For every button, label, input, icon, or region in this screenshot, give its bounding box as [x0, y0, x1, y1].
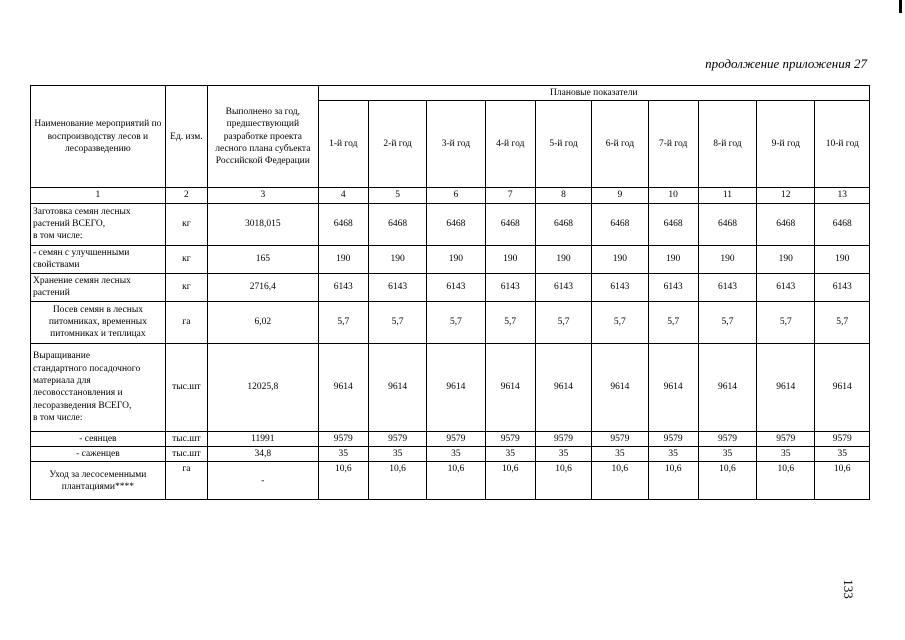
row-plan-value: 9579: [368, 431, 426, 446]
row-plan-value: 6143: [535, 273, 591, 301]
row-plan-value: 6468: [815, 203, 870, 245]
table-row: [31, 462, 870, 500]
table-row: [31, 245, 870, 273]
row-unit: кг: [165, 245, 207, 273]
row-name: [31, 431, 166, 446]
row-previous-value: 165: [208, 245, 319, 273]
row-previous-value: 12025,8: [208, 343, 319, 431]
column-number: 8: [535, 188, 591, 203]
header-year: 3-й год: [427, 101, 485, 188]
row-name-line: материала для: [33, 375, 91, 386]
row-plan-value: 9614: [592, 343, 648, 431]
row-plan-value: 190: [368, 245, 426, 273]
row-name: [31, 462, 166, 500]
row-plan-value: 35: [815, 447, 870, 462]
row-plan-value: 6468: [485, 203, 535, 245]
row-plan-value: 5,7: [318, 301, 368, 343]
row-unit: кг: [165, 273, 207, 301]
row-plan-value: 5,7: [815, 301, 870, 343]
row-plan-value: 9579: [427, 431, 485, 446]
row-plan-value: 6468: [757, 203, 815, 245]
row-plan-value: 6468: [368, 203, 426, 245]
header-year: 9-й год: [757, 101, 815, 188]
row-name-line: Заготовка семян лесных: [33, 206, 131, 217]
column-number: 4: [318, 188, 368, 203]
row-plan-value: 5,7: [427, 301, 485, 343]
row-plan-value: 9614: [485, 343, 535, 431]
table-row: [31, 431, 870, 446]
row-plan-value: 6143: [815, 273, 870, 301]
row-previous-value: 6,02: [208, 301, 319, 343]
row-plan-value: 9579: [815, 431, 870, 446]
row-previous-value: 11991: [208, 431, 319, 446]
row-unit: тыс.шт: [165, 447, 207, 462]
row-plan-value: 6468: [648, 203, 698, 245]
row-name-line: в том числе:: [33, 412, 83, 423]
row-plan-value: 6143: [698, 273, 756, 301]
column-number: 12: [757, 188, 815, 203]
row-plan-value: 6468: [592, 203, 648, 245]
row-plan-value: 5,7: [485, 301, 535, 343]
row-plan-value: 9614: [427, 343, 485, 431]
row-name: [31, 203, 166, 245]
row-plan-value: 10,6: [648, 462, 698, 500]
row-plan-value: 9579: [318, 431, 368, 446]
row-name: [31, 301, 166, 343]
row-plan-value: 35: [648, 447, 698, 462]
row-plan-value: 190: [698, 245, 756, 273]
row-unit: га: [165, 301, 207, 343]
row-plan-value: 190: [592, 245, 648, 273]
row-plan-value: 6468: [535, 203, 591, 245]
row-plan-value: 5,7: [368, 301, 426, 343]
table-row: [31, 447, 870, 462]
column-number: 3: [208, 188, 319, 203]
table-row: [31, 301, 870, 343]
row-unit: кг: [165, 203, 207, 245]
row-plan-value: 35: [318, 447, 368, 462]
row-plan-value: 9579: [648, 431, 698, 446]
row-plan-value: 5,7: [535, 301, 591, 343]
row-previous-value: 34,8: [208, 447, 319, 462]
row-plan-value: 9614: [368, 343, 426, 431]
row-name-line: лесовосстановления и: [33, 388, 123, 399]
row-name: [31, 245, 166, 273]
table-row: [31, 273, 870, 301]
row-name-line: - сеянцев: [79, 433, 117, 444]
header-year: 4-й год: [485, 101, 535, 188]
row-name: [31, 273, 166, 301]
row-plan-value: 10,6: [592, 462, 648, 500]
row-plan-value: 6143: [648, 273, 698, 301]
table-body: [31, 188, 870, 500]
row-name-line: питомниках и теплицах: [50, 329, 146, 340]
row-plan-value: 35: [368, 447, 426, 462]
row-plan-value: 5,7: [648, 301, 698, 343]
row-plan-value: 6468: [698, 203, 756, 245]
row-previous-value: 3018,015: [208, 203, 319, 245]
column-number: 10: [648, 188, 698, 203]
row-previous-value: 2716,4: [208, 273, 319, 301]
header-year: 5-й год: [535, 101, 591, 188]
row-name-line: растений: [33, 288, 70, 299]
row-name-line: - семян с улучшенными: [33, 247, 130, 258]
row-plan-value: 10,6: [368, 462, 426, 500]
row-plan-value: 9579: [698, 431, 756, 446]
row-plan-value: 10,6: [318, 462, 368, 500]
row-plan-value: 190: [535, 245, 591, 273]
row-plan-value: 190: [757, 245, 815, 273]
row-unit: га: [165, 462, 207, 500]
header-year: 7-й год: [648, 101, 698, 188]
row-name-line: - саженцев: [76, 449, 120, 460]
row-plan-value: 6143: [592, 273, 648, 301]
row-plan-value: 6143: [368, 273, 426, 301]
header-unit: Ед. изм.: [165, 86, 207, 188]
column-number: 7: [485, 188, 535, 203]
row-plan-value: 35: [485, 447, 535, 462]
row-plan-value: 35: [698, 447, 756, 462]
header-year: 8-й год: [698, 101, 756, 188]
row-unit: тыс.шт: [165, 431, 207, 446]
row-name-line: Уход за лесосеменными: [49, 469, 147, 480]
row-plan-value: 9614: [535, 343, 591, 431]
row-plan-value: 10,6: [535, 462, 591, 500]
column-number: 11: [698, 188, 756, 203]
row-name-line: Выращивание: [33, 351, 91, 362]
row-plan-value: 9614: [318, 343, 368, 431]
row-previous-value: -: [208, 462, 319, 500]
header-name: Наименование мероприятий по воспроизводству лесов и лесоразведению: [31, 86, 166, 188]
row-plan-value: 9614: [698, 343, 756, 431]
column-number: 13: [815, 188, 870, 203]
row-plan-value: 9579: [535, 431, 591, 446]
row-unit: тыс.шт: [165, 343, 207, 431]
row-plan-value: 6143: [427, 273, 485, 301]
column-number-row: [31, 188, 870, 203]
row-name-line: Хранение семян лесных: [33, 275, 131, 286]
column-number: 1: [31, 188, 166, 203]
row-plan-value: 9579: [592, 431, 648, 446]
row-plan-value: 6143: [485, 273, 535, 301]
header-previous: Выполнено за год, предшествующий разработке проекта лесного плана субъекта Российской Федерации: [208, 86, 319, 188]
row-plan-value: 9614: [648, 343, 698, 431]
row-name-line: в том числе:: [33, 231, 83, 242]
plan-table: [30, 85, 870, 500]
continuation-label: продолжение приложения 27: [705, 56, 867, 71]
column-number: 9: [592, 188, 648, 203]
header-year: 1-й год: [318, 101, 368, 188]
page-number: 133: [840, 579, 856, 599]
row-plan-value: 35: [592, 447, 648, 462]
row-plan-value: 9614: [815, 343, 870, 431]
row-name-line: стандартного посадочного: [33, 363, 141, 374]
row-name: [31, 343, 166, 431]
row-plan-value: 10,6: [698, 462, 756, 500]
column-number: 5: [368, 188, 426, 203]
row-plan-value: 35: [757, 447, 815, 462]
header-year: 2-й год: [368, 101, 426, 188]
column-number: 2: [165, 188, 207, 203]
row-name: [31, 447, 166, 462]
row-plan-value: 35: [427, 447, 485, 462]
row-plan-value: 6468: [427, 203, 485, 245]
row-plan-value: 190: [318, 245, 368, 273]
header-year: 6-й год: [592, 101, 648, 188]
row-name-line: питомниках, временных: [48, 317, 147, 328]
row-name-line: плантациями****: [61, 481, 135, 492]
row-plan-value: 9579: [757, 431, 815, 446]
row-name-line: Посев семян в лесных: [52, 304, 143, 315]
row-plan-value: 6468: [318, 203, 368, 245]
row-plan-value: 9579: [485, 431, 535, 446]
header-planned: Плановые показатели: [318, 86, 869, 101]
row-plan-value: 10,6: [427, 462, 485, 500]
edge-mark: [899, 0, 902, 13]
row-plan-value: 190: [485, 245, 535, 273]
row-plan-value: 6143: [757, 273, 815, 301]
row-plan-value: 5,7: [698, 301, 756, 343]
row-name-line: растений ВСЕГО,: [33, 219, 106, 230]
table-row: [31, 343, 870, 431]
table-row: [31, 203, 870, 245]
row-plan-value: 6143: [318, 273, 368, 301]
column-number: 6: [427, 188, 485, 203]
row-name-line: свойствами: [33, 260, 80, 271]
row-plan-value: 10,6: [815, 462, 870, 500]
row-plan-value: 9614: [757, 343, 815, 431]
row-name-line: лесоразведения ВСЕГО,: [33, 400, 132, 411]
row-plan-value: 5,7: [757, 301, 815, 343]
row-plan-value: 190: [427, 245, 485, 273]
row-plan-value: 10,6: [757, 462, 815, 500]
row-plan-value: 10,6: [485, 462, 535, 500]
row-plan-value: 190: [815, 245, 870, 273]
header-year: 10-й год: [815, 101, 870, 188]
row-plan-value: 5,7: [592, 301, 648, 343]
row-plan-value: 190: [648, 245, 698, 273]
row-plan-value: 35: [535, 447, 591, 462]
